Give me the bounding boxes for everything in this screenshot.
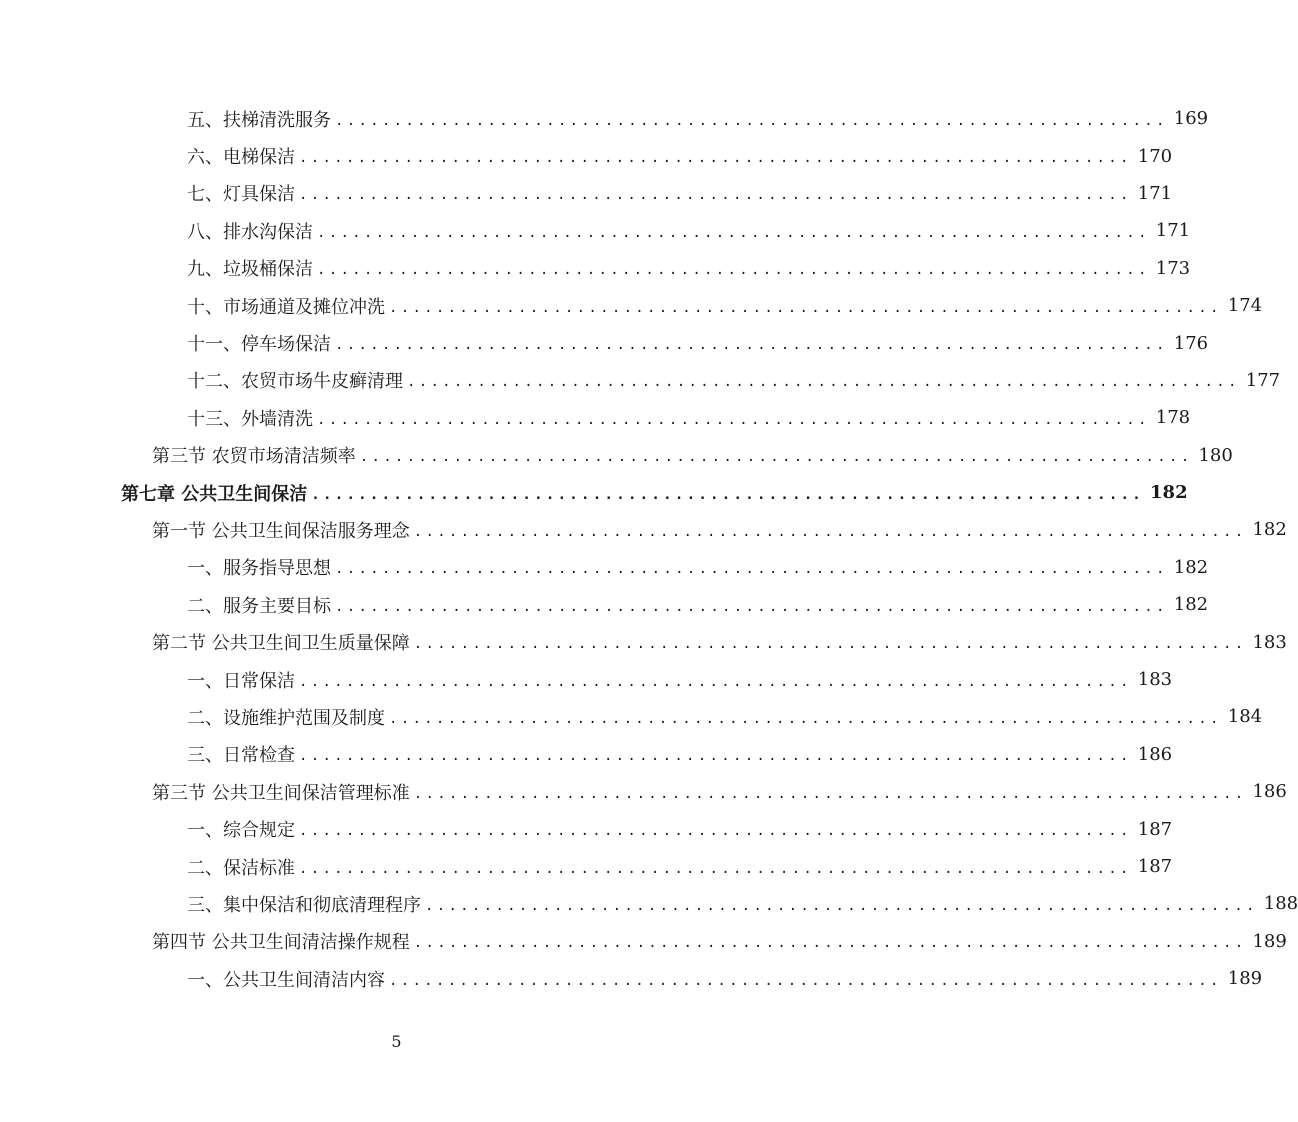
toc-entry[interactable]: [0, 661, 1173, 698]
table-of-contents: [0, 100, 1298, 997]
toc-entry[interactable]: [0, 848, 1173, 885]
toc-section-entry[interactable]: [0, 511, 1287, 548]
toc-entry[interactable]: [0, 250, 1191, 287]
toc-entry-page: 186: [1137, 743, 1173, 765]
dot-leader: .......................................................................: [299, 860, 1132, 877]
dot-leader: .......................................................................: [389, 710, 1222, 727]
toc-entry-page: 180: [1198, 444, 1233, 466]
toc-entry-page: 182: [1173, 556, 1209, 578]
dot-leader: .......................................................................: [359, 449, 1193, 466]
toc-entry[interactable]: [0, 100, 1209, 137]
toc-entry-title: 二、设施维护范围及制度: [187, 707, 385, 729]
toc-entry[interactable]: [0, 586, 1209, 623]
dot-leader: .......................................................................: [413, 636, 1247, 653]
dot-leader: .......................................................................: [389, 972, 1222, 989]
toc-entry[interactable]: [0, 885, 1298, 922]
toc-entry-title: 第一节 公共卫生间保洁服务理念: [152, 520, 410, 542]
toc-entry-title: 一、服务指导思想: [187, 558, 331, 580]
page-number: 5: [391, 1032, 402, 1051]
dot-leader: .......................................................................: [317, 411, 1150, 428]
toc-entry-page: 182: [1252, 519, 1287, 541]
toc-entry[interactable]: [0, 324, 1209, 361]
toc-section-entry[interactable]: [0, 923, 1287, 960]
toc-entry[interactable]: [0, 549, 1209, 586]
dot-leader: .......................................................................: [311, 486, 1145, 503]
toc-entry-page: 189: [1227, 968, 1263, 990]
toc-entry-page: 177: [1245, 369, 1281, 391]
toc-entry-title: 第三节 公共卫生间保洁管理标准: [152, 782, 410, 804]
toc-entry-title: 三、集中保洁和彻底清理程序: [187, 894, 421, 916]
toc-entry-title: 七、灯具保洁: [187, 184, 295, 206]
toc-entry-title: 第七章 公共卫生间保洁: [121, 483, 308, 505]
dot-leader: .......................................................................: [299, 150, 1132, 167]
dot-leader: .......................................................................: [413, 523, 1247, 540]
toc-entry-page: 171: [1137, 182, 1173, 204]
toc-entry-page: 176: [1173, 332, 1209, 354]
toc-entry-title: 一、公共卫生间清洁内容: [187, 969, 385, 991]
dot-leader: .......................................................................: [413, 935, 1247, 952]
toc-entry-page: 178: [1155, 407, 1191, 429]
toc-entry-page: 170: [1137, 145, 1173, 167]
toc-entry[interactable]: [0, 736, 1173, 773]
toc-entry-page: 184: [1227, 706, 1263, 728]
toc-entry-title: 第三节 农贸市场清洁频率: [152, 446, 356, 468]
dot-leader: .......................................................................: [407, 374, 1240, 391]
toc-entry-title: 五、扶梯清洗服务: [187, 109, 331, 131]
dot-leader: .......................................................................: [413, 785, 1247, 802]
toc-entry[interactable]: [0, 362, 1281, 399]
toc-entry-page: 187: [1137, 818, 1173, 840]
toc-entry[interactable]: [0, 212, 1191, 249]
dot-leader: .......................................................................: [299, 748, 1132, 765]
toc-entry-title: 十、市场通道及摊位冲洗: [187, 296, 385, 318]
toc-entry[interactable]: [0, 287, 1263, 324]
toc-entry-page: 187: [1137, 856, 1173, 877]
toc-entry-title: 十三、外墙清洗: [187, 408, 313, 430]
toc-section-entry[interactable]: [0, 437, 1233, 474]
dot-leader: .......................................................................: [389, 299, 1222, 316]
toc-entry-title: 二、保洁标准: [187, 857, 295, 879]
toc-entry-title: 一、日常保洁: [187, 670, 295, 692]
dot-leader: .......................................................................: [299, 187, 1132, 204]
dot-leader: .......................................................................: [335, 337, 1168, 354]
toc-chapter-entry[interactable]: [0, 474, 1188, 511]
toc-entry-page: 188: [1263, 893, 1298, 915]
dot-leader: .......................................................................: [299, 673, 1132, 690]
dot-leader: .......................................................................: [335, 598, 1168, 615]
toc-entry-page: 174: [1227, 295, 1263, 317]
toc-entry-page: 183: [1252, 631, 1287, 653]
dot-leader: .......................................................................: [335, 112, 1168, 129]
toc-entry-title: 三、日常检查: [187, 745, 295, 767]
dot-leader: .......................................................................: [335, 561, 1168, 578]
toc-entry-title: 第四节 公共卫生间清洁操作规程: [152, 932, 410, 954]
toc-entry-title: 十一、停车场保洁: [187, 334, 331, 356]
dot-leader: .......................................................................: [425, 897, 1258, 914]
toc-entry-page: 182: [1150, 482, 1188, 504]
toc-entry-title: 六、电梯保洁: [187, 147, 295, 169]
toc-entry-title: 十二、农贸市场牛皮癣清理: [187, 371, 403, 393]
toc-entry[interactable]: [0, 137, 1173, 174]
toc-entry[interactable]: [0, 698, 1263, 735]
toc-entry-page: 173: [1155, 257, 1191, 279]
dot-leader: .......................................................................: [299, 823, 1132, 840]
toc-entry-title: 一、综合规定: [187, 820, 295, 842]
toc-section-entry[interactable]: [0, 773, 1287, 810]
toc-entry-page: 183: [1137, 669, 1173, 691]
toc-entry-page: 171: [1155, 220, 1191, 242]
toc-entry-page: 169: [1173, 108, 1209, 130]
toc-entry-page: 189: [1252, 930, 1287, 952]
dot-leader: .......................................................................: [317, 224, 1150, 241]
toc-section-entry[interactable]: [0, 623, 1287, 660]
toc-entry[interactable]: [0, 175, 1173, 212]
toc-entry-page: 186: [1252, 781, 1287, 803]
dot-leader: .......................................................................: [317, 262, 1150, 279]
toc-entry-title: 九、垃圾桶保洁: [187, 259, 313, 281]
toc-entry-title: 二、服务主要目标: [187, 595, 331, 617]
toc-entry-title: 第二节 公共卫生间卫生质量保障: [152, 633, 410, 655]
toc-entry[interactable]: [0, 810, 1173, 847]
toc-entry-title: 八、排水沟保洁: [187, 221, 313, 243]
toc-entry[interactable]: [0, 399, 1191, 436]
toc-entry-page: 182: [1173, 594, 1209, 616]
toc-entry[interactable]: [0, 960, 1263, 997]
